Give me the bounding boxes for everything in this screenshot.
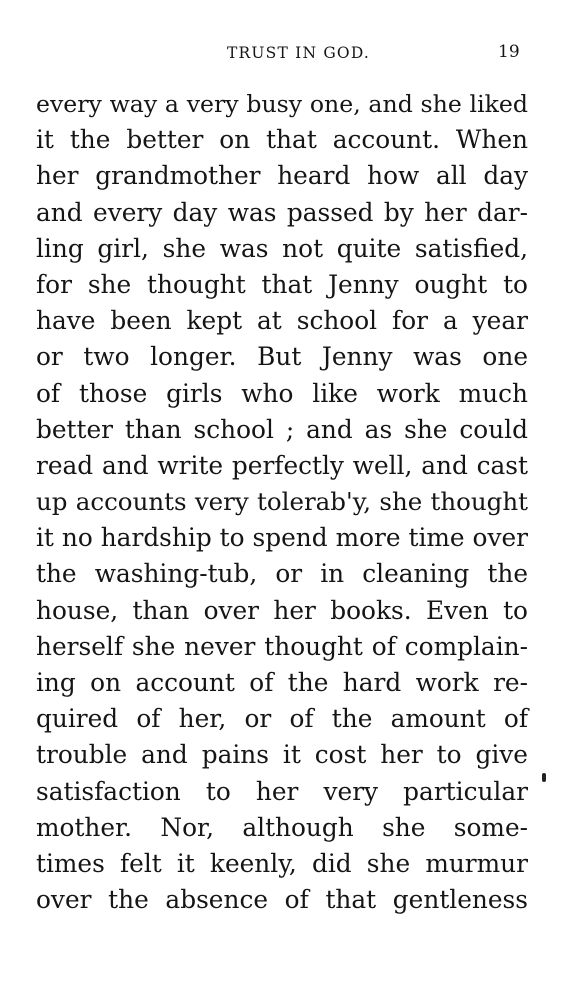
text-line: have been kept at school for a year bbox=[36, 306, 528, 336]
running-title: TRUST IN GOD. bbox=[226, 44, 371, 62]
text-line: ing on account of the hard work re- bbox=[36, 668, 528, 697]
text-line: trouble and pains it cost her to give bbox=[36, 740, 528, 770]
text-line: of those girls who like work much bbox=[36, 378, 528, 408]
page-number: 19 bbox=[498, 42, 520, 62]
text-line: it the better on that account. When bbox=[36, 125, 528, 155]
text-line: herself she never thought of complain- bbox=[36, 631, 528, 661]
text-line: the washing-tub, or in cleaning the bbox=[36, 559, 528, 589]
body-text bbox=[36, 86, 528, 918]
text-line: her grandmother heard how all day bbox=[36, 161, 528, 191]
text-line: or two longer. But Jenny was one bbox=[36, 342, 528, 372]
text-line: read and write perfectly well, and cast bbox=[36, 450, 528, 480]
text-line: every way a very busy one, and she liked bbox=[36, 90, 528, 118]
text-line: house, than over her books. Even to bbox=[36, 595, 528, 625]
text-line: satisfaction to her very particular bbox=[36, 776, 528, 806]
text-line: for she thought that Jenny ought to bbox=[36, 269, 528, 299]
text-line: ling girl, she was not quite satisfied, bbox=[36, 233, 528, 263]
text-line: over the absence of that gentleness bbox=[36, 885, 528, 915]
text-line: better than school ; and as she could bbox=[36, 414, 528, 444]
text-line: up accounts very tolerab'y, she thought bbox=[36, 487, 528, 517]
text-line: times felt it keenly, did she murmur bbox=[36, 848, 528, 878]
text-line: and every day was passed by her dar- bbox=[36, 197, 528, 227]
ink-speck bbox=[542, 773, 546, 782]
text-line: quired of her, or of the amount of bbox=[36, 704, 528, 734]
text-line: mother. Nor, although she some- bbox=[36, 812, 528, 842]
text-line: it no hardship to spend more time over bbox=[36, 523, 528, 553]
